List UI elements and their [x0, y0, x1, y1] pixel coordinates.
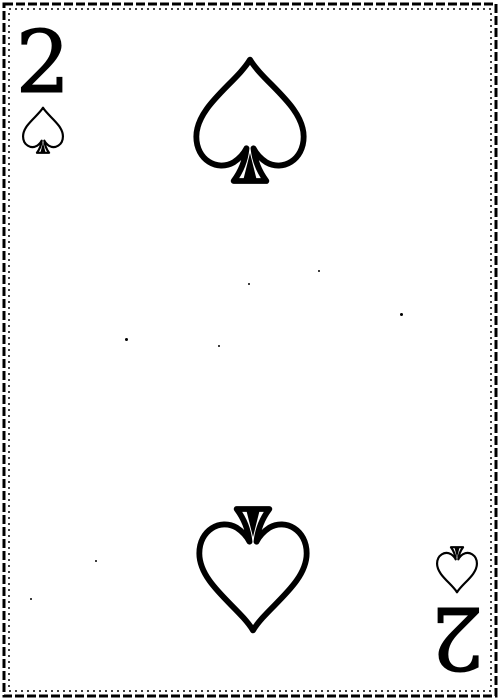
spade-icon [20, 106, 66, 158]
spade-icon [188, 495, 318, 635]
bottom-right-index [422, 542, 492, 687]
top-left-index [8, 13, 78, 158]
spade-icon [185, 55, 315, 195]
scan-speck [318, 270, 320, 272]
scan-speck [400, 313, 403, 316]
scan-speck [218, 345, 220, 347]
scan-speck [95, 560, 97, 562]
scan-speck [125, 338, 128, 341]
scan-speck [248, 283, 250, 285]
scan-speck [30, 598, 32, 600]
rank-label: 2 [429, 587, 485, 687]
rank-label: 2 [15, 13, 71, 113]
